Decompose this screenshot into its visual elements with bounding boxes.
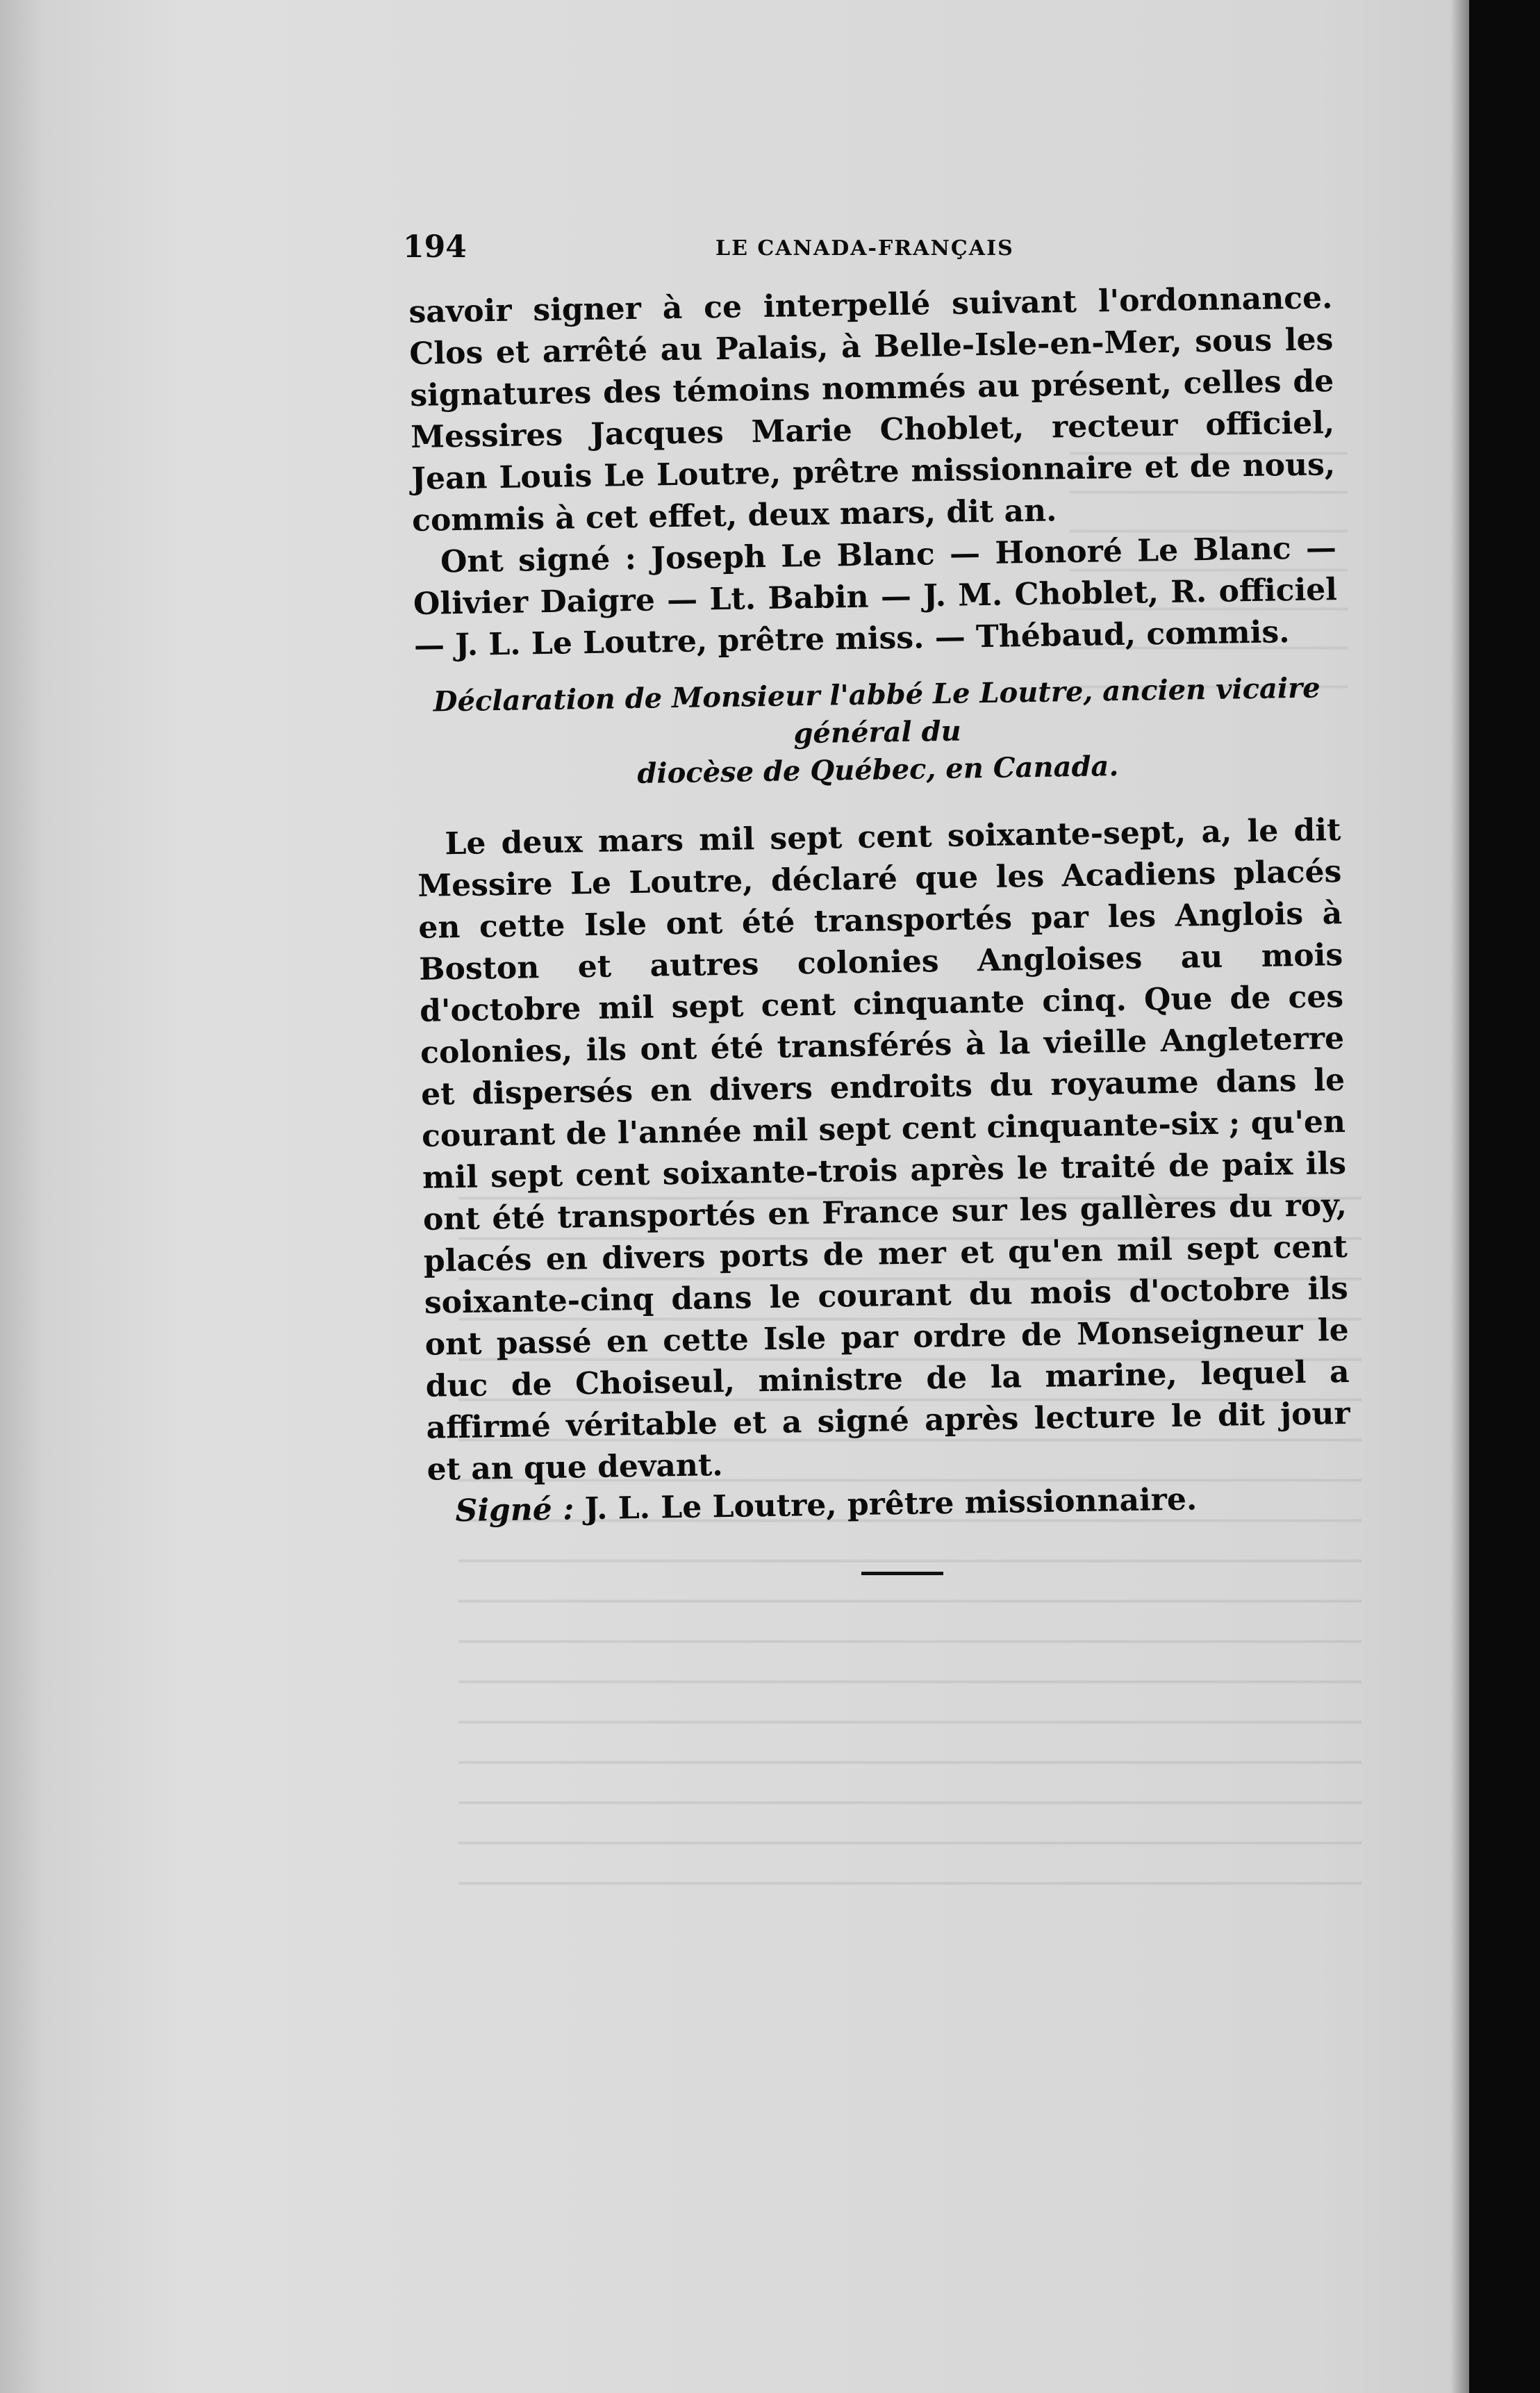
paragraph-declaration: Le deux mars mil sept cent soixante-sept, a, le dit Messire Le Loutre, déclaré que les Acadiens placés en cette Isle ont été transportés par les Anglois à Boston et autres colonies Angloises au mois d'octobre mil sept cent cinquante cinq. Que de ces colonies, ils ont été transférés à la vieille Angleterre et dispersés en divers endroits du royaume dans le courant de l'année mil sept cent cinquante-six ; qu'en mil sept cent soixante-trois après le traité de paix ils ont été transportés en France sur les gallères du roy, placés en divers ports de mer et qu'en mil sept cent soixante-cinq dans le courant du mois d'octobre ils ont passé en cette Isle par ordre de Monseigneur le duc de Choiseul, ministre de la marine, lequel a affirmé véritable et a signé après lecture le dit jour et an que devant. bbox=[417, 812, 1350, 1488]
signed-label: Signé : bbox=[455, 1491, 574, 1529]
running-head: LE CANADA-FRANÇAIS bbox=[715, 236, 1014, 261]
page-left-shadow bbox=[0, 0, 42, 2393]
page-right-shadow bbox=[1450, 0, 1471, 2393]
book-gutter-edge bbox=[1469, 0, 1540, 2393]
paragraph-closing-act: savoir signer à ce interpellé suivant l'ordonnance. Clos et arrêté au Palais, à Belle-Isle-en-Mer, sous les signatures des témoins nommés au présent, celles de Messires Jacques Marie Choblet, recteur officiel, Jean Louis Le Loutre, prêtre missionnaire et de nous, commis à cet effet, deux mars, dit an. bbox=[408, 280, 1336, 538]
main-text bbox=[408, 277, 1352, 1533]
section-heading-line-2: diocèse de Québec, en Canada. bbox=[637, 750, 1119, 790]
closing-rule bbox=[861, 1572, 943, 1575]
signed-name: J. L. Le Loutre, prêtre missionnaire. bbox=[584, 1481, 1198, 1527]
page-header bbox=[403, 229, 1417, 271]
page-number: 194 bbox=[403, 229, 467, 265]
section-heading-line-1: Déclaration de Monsieur l'abbé Le Loutre, ancien vicaire général du bbox=[433, 671, 1320, 750]
section-heading bbox=[415, 669, 1340, 796]
paragraph-signatures: Ont signé : Joseph Le Blanc — Honoré Le Blanc — Olivier Daigre — Lt. Babin — J. M. Choblet, R. officiel — J. L. Le Loutre, prêtre miss. — Thébaud, commis. bbox=[413, 530, 1338, 664]
